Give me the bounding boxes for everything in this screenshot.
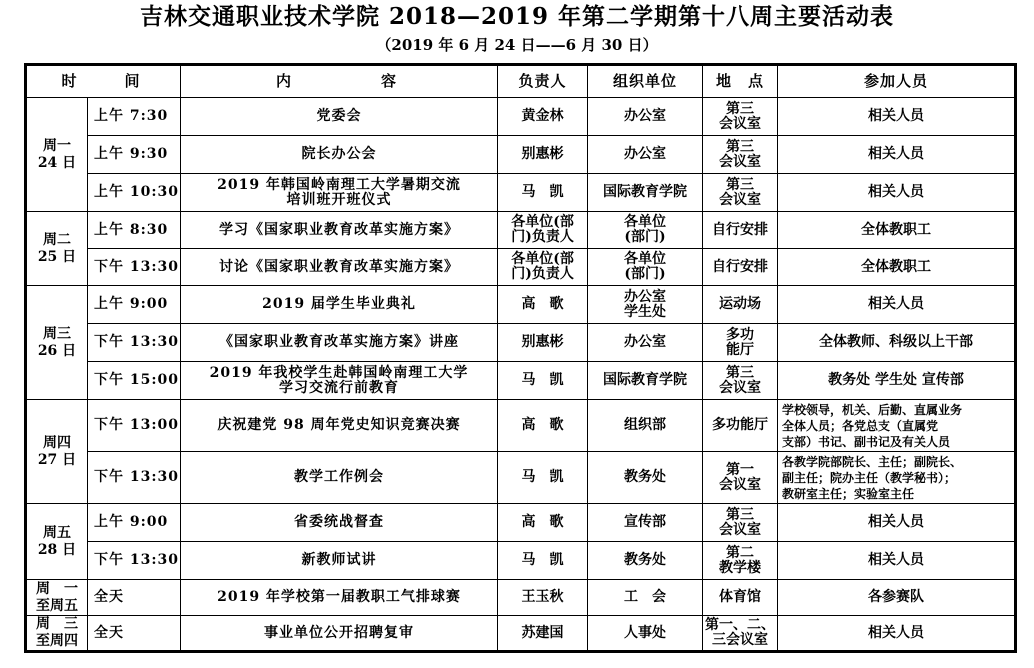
content-cell: 教学工作例会 [181, 452, 498, 504]
people-cell: 各教学院部院长、主任；副院长、 副主任；院办主任（教学秘书）； 教研室主任；实验室主任 [778, 452, 1016, 504]
schedule-row [26, 286, 1016, 324]
people-cell: 相关人员 [778, 286, 1016, 324]
place-cell: 多功能厅 [703, 400, 778, 452]
org-cell: 办公室 [588, 324, 703, 362]
owner-cell: 王玉秋 [498, 580, 588, 616]
people-cell: 相关人员 [778, 616, 1016, 652]
day-label: 周 三 至周四 [26, 616, 88, 652]
content-cell: 省委统战督查 [181, 504, 498, 542]
content-cell: 2019 年学校第一届教职工气排球赛 [181, 580, 498, 616]
people-cell: 全体教职工 [778, 212, 1016, 249]
place-cell: 第一 会议室 [703, 452, 778, 504]
schedule-row [26, 174, 1016, 212]
org-cell: 宣传部 [588, 504, 703, 542]
people-cell: 相关人员 [778, 98, 1016, 136]
schedule-body [26, 98, 1016, 652]
header-org: 组织单位 [588, 65, 703, 98]
people-cell: 相关人员 [778, 542, 1016, 580]
day-label: 周二 25 日 [26, 212, 88, 286]
schedule-row [26, 324, 1016, 362]
header-content: 内 容 [181, 65, 498, 98]
time-cell: 上午 9:00 [88, 286, 181, 324]
time-cell: 全天 [88, 580, 181, 616]
date-range-subtitle: （2019 年 6 月 24 日——6 月 30 日） [376, 36, 658, 54]
schedule-row [26, 249, 1016, 286]
time-cell: 下午 13:30 [88, 542, 181, 580]
schedule-row [26, 504, 1016, 542]
time-cell: 上午 9:30 [88, 136, 181, 174]
place-cell: 多功 能厅 [703, 324, 778, 362]
schedule-row [26, 98, 1016, 136]
schedule-row [26, 580, 1016, 616]
owner-cell: 苏建国 [498, 616, 588, 652]
owner-cell: 马 凯 [498, 542, 588, 580]
header-place: 地 点 [703, 65, 778, 98]
people-cell: 相关人员 [778, 504, 1016, 542]
place-cell: 第一、二、 三会议室 [703, 616, 778, 652]
time-cell: 下午 15:00 [88, 362, 181, 400]
org-cell: 国际教育学院 [588, 362, 703, 400]
people-cell: 教务处 学生处 宣传部 [778, 362, 1016, 400]
owner-cell: 黄金林 [498, 98, 588, 136]
time-cell: 上午 7:30 [88, 98, 181, 136]
place-cell: 第三 会议室 [703, 362, 778, 400]
place-cell: 第三 会议室 [703, 504, 778, 542]
content-cell: 党委会 [181, 98, 498, 136]
content-cell: 2019 届学生毕业典礼 [181, 286, 498, 324]
content-cell: 2019 年韩国岭南理工大学暑期交流 培训班开班仪式 [181, 174, 498, 212]
schedule-row [26, 212, 1016, 249]
time-cell: 上午 10:30 [88, 174, 181, 212]
org-cell: 教务处 [588, 452, 703, 504]
page-title: 吉林交通职业技术学院 2018—2019 年第二学期第十八周主要活动表 [139, 3, 895, 30]
place-cell: 运动场 [703, 286, 778, 324]
org-cell: 教务处 [588, 542, 703, 580]
content-cell: 《国家职业教育改革实施方案》讲座 [181, 324, 498, 362]
time-cell: 全天 [88, 616, 181, 652]
schedule-table [24, 63, 1017, 653]
time-cell: 下午 13:30 [88, 324, 181, 362]
content-cell: 新教师试讲 [181, 542, 498, 580]
org-cell: 人事处 [588, 616, 703, 652]
day-label: 周 一 至周五 [26, 580, 88, 616]
header-time: 时 间 [26, 65, 181, 98]
content-cell: 院长办公会 [181, 136, 498, 174]
owner-cell: 别惠彬 [498, 136, 588, 174]
people-cell: 相关人员 [778, 174, 1016, 212]
owner-cell: 别惠彬 [498, 324, 588, 362]
place-cell: 第三 会议室 [703, 98, 778, 136]
owner-cell: 各单位(部 门)负责人 [498, 212, 588, 249]
day-label: 周五 28 日 [26, 504, 88, 580]
content-cell: 学习《国家职业教育改革实施方案》 [181, 212, 498, 249]
place-cell: 体育馆 [703, 580, 778, 616]
content-cell: 庆祝建党 98 周年党史知识竞赛决赛 [181, 400, 498, 452]
owner-cell: 高 歌 [498, 286, 588, 324]
time-cell: 上午 9:00 [88, 504, 181, 542]
time-cell: 下午 13:30 [88, 249, 181, 286]
schedule-row [26, 400, 1016, 452]
content-cell: 讨论《国家职业教育改革实施方案》 [181, 249, 498, 286]
org-cell: 办公室 学生处 [588, 286, 703, 324]
owner-cell: 马 凯 [498, 174, 588, 212]
people-cell: 各参赛队 [778, 580, 1016, 616]
header-people: 参加人员 [778, 65, 1016, 98]
org-cell: 组织部 [588, 400, 703, 452]
schedule-row [26, 362, 1016, 400]
people-cell: 学校领导，机关、后勤、直属业务 全体人员；各党总支（直属党 支部）书记、副书记及有关人员 [778, 400, 1016, 452]
day-label: 周四 27 日 [26, 400, 88, 504]
day-label: 周三 26 日 [26, 286, 88, 400]
place-cell: 第三 会议室 [703, 174, 778, 212]
org-cell: 办公室 [588, 136, 703, 174]
content-cell: 事业单位公开招聘复审 [181, 616, 498, 652]
time-cell: 下午 13:00 [88, 400, 181, 452]
schedule-row [26, 542, 1016, 580]
org-cell: 国际教育学院 [588, 174, 703, 212]
owner-cell: 高 歌 [498, 400, 588, 452]
owner-cell: 高 歌 [498, 504, 588, 542]
people-cell: 全体教职工 [778, 249, 1016, 286]
schedule-row [26, 136, 1016, 174]
place-cell: 自行安排 [703, 212, 778, 249]
owner-cell: 马 凯 [498, 362, 588, 400]
header-owner: 负责人 [498, 65, 588, 98]
content-cell: 2019 年我校学生赴韩国岭南理工大学 学习交流行前教育 [181, 362, 498, 400]
header-row [26, 65, 1016, 98]
org-cell: 办公室 [588, 98, 703, 136]
org-cell: 工 会 [588, 580, 703, 616]
owner-cell: 各单位(部 门)负责人 [498, 249, 588, 286]
schedule-row [26, 616, 1016, 652]
place-cell: 第三 会议室 [703, 136, 778, 174]
schedule-row [26, 452, 1016, 504]
day-label: 周一 24 日 [26, 98, 88, 212]
place-cell: 自行安排 [703, 249, 778, 286]
place-cell: 第二 教学楼 [703, 542, 778, 580]
time-cell: 下午 13:30 [88, 452, 181, 504]
people-cell: 全体教师、科级以上干部 [778, 324, 1016, 362]
people-cell: 相关人员 [778, 136, 1016, 174]
org-cell: 各单位 (部门) [588, 212, 703, 249]
time-cell: 上午 8:30 [88, 212, 181, 249]
org-cell: 各单位 (部门) [588, 249, 703, 286]
owner-cell: 马 凯 [498, 452, 588, 504]
